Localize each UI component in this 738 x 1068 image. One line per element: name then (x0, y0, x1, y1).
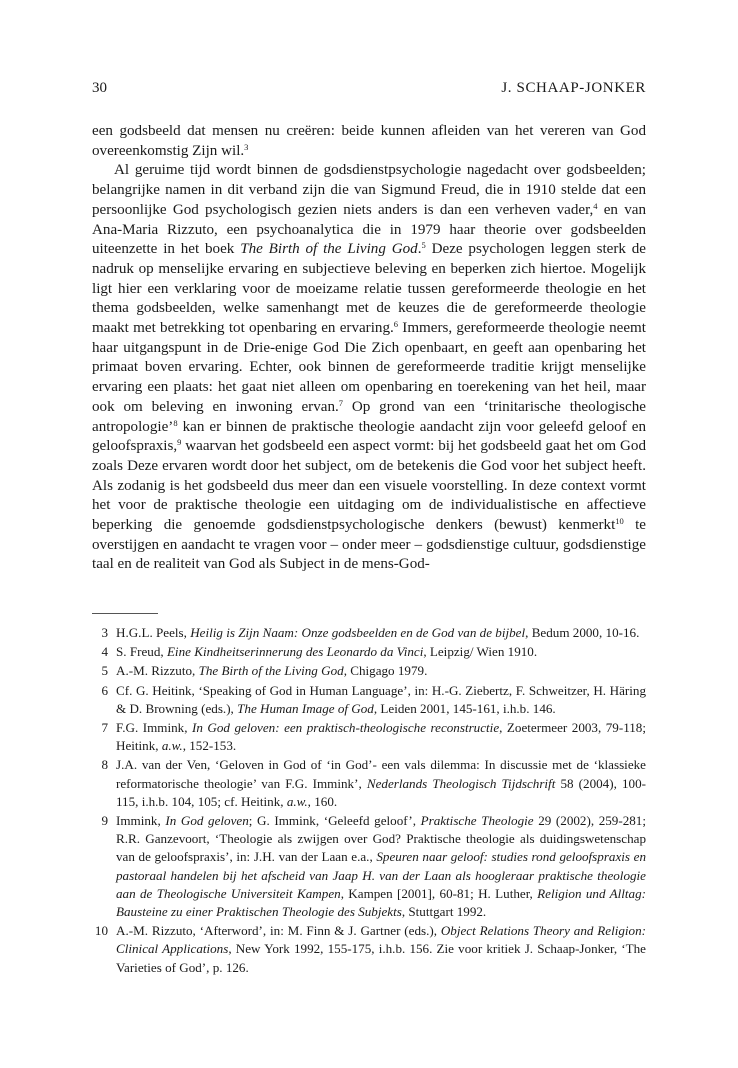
body-text (92, 122, 646, 575)
running-header (92, 80, 646, 100)
footnote-text: , New York 1992, 155-175, i.h.b. 156. Zie voor kritiek J. Schaap-Jonker, ‘The Varieties of God’, p. 126. (116, 941, 646, 975)
footnote-text: 29 (2002), 259-281; R.R. Ganzevoort, ‘Theologie als zwijgen over God? Praktische theologie als duidingswetenschap van de geloofspraxis’, in: J.H. van der Laan e.a., (116, 813, 646, 865)
paragraph-text: te overstijgen en aandacht te vragen voor – onder meer – godsdienstige cultuur, godsdienstige taal en de realiteit van God als Subject in de mens-God- (92, 517, 647, 573)
footnote-text: H.G.L. Peels, (116, 625, 191, 640)
paragraph-text: en van Ana-Maria Rizzuto, een psychoanalytica die in 1979 haar theorie over godsbeelden uiteenzette in het boek (92, 201, 646, 258)
paragraph-text: kan er binnen de praktische theologie aandacht zijn voor geleefd geloof en geloofspraxis, (92, 418, 646, 455)
cited-title: The Birth of the Living God (198, 663, 344, 679)
paragraph-2 (92, 161, 646, 575)
footnote-text: A.-M. Rizzuto, ‘Afterword’, in: M. Finn & J. Gartner (eds.), (116, 923, 441, 939)
cited-title: Speuren naar geloof: studies rond geloofspraxis en pastoraal handelen bij het afscheid van Jaap H. van der Laan als hoogleraar praktische theologie aan de Theologische Universiteit Kampen (116, 849, 646, 901)
cited-title: In God geloven (165, 813, 249, 829)
footnote-text: S. Freud, (116, 644, 167, 660)
footnote-ref-9[interactable]: 9 (177, 437, 182, 448)
paragraph-1 (92, 122, 646, 161)
footnotes (92, 624, 646, 978)
footnote-text: , Kampen [2001], 60-81; H. Luther, (340, 885, 538, 901)
paragraph-text: Al geruime tijd wordt binnen de godsdienstpsychologie nagedacht over godsbeelden; belangrijke namen in dit verband zijn die van Sigmund Freud, die in 1910 stelde dat een persoonlijke God psychologisch gezien niets anders is dan een verheven vader, (92, 162, 646, 218)
footnote-3 (92, 624, 646, 642)
cited-title: Object Relations Theory and Religion: Clinical Applications (116, 923, 646, 957)
footnote-text: , Stuttgart 1992. (401, 904, 487, 920)
footnote-number: 5 (101, 663, 108, 679)
footnote-number: 3 (101, 625, 108, 640)
footnote-9 (92, 812, 646, 921)
cited-abbrev: a.w. (161, 738, 183, 754)
footnote-number: 4 (101, 644, 108, 660)
footnote-5 (92, 662, 646, 680)
footnote-text: J.A. van der Ven, ‘Geloven in God of ‘in God’- een vals dilemma: In discussie met de ‘klassieke reformatorische theologie’ van F.G. Immink’, (116, 757, 646, 791)
paragraph-text: . (417, 241, 422, 258)
paragraph-text: een godsbeeld dat mensen nu creëren: beide kunnen afleiden van het vereren van God overeenkomstig Zijn wil. (92, 123, 646, 159)
book-title: The Birth of the Living God (240, 241, 418, 258)
cited-abbrev: a.w. (286, 793, 308, 809)
footnote-text: Cf. G. Heitink, ‘Speaking of God in Human Language’, in: H.-G. Ziebertz, F. Schweitzer, H. Häring & D. Browning (eds.), (116, 682, 646, 716)
footnote-4 (92, 643, 646, 661)
footnote-text: , Chigago 1979. (343, 663, 428, 679)
paragraph-text: Deze psychologen leggen sterk de nadruk op menselijke ervaring en subjectieve beleving en beperken zich hiertoe. Mogelijk ligt hier een verklaring voor de moeizame relatie tussen gereformeerde theologie en het thema godsbeelden, welke samenhangt met de keuzes die de gereformeerde theologie maakt met betrekking tot openbaring en ervaring. (92, 241, 646, 337)
page-number: 30 (92, 80, 107, 96)
paragraph-text: Immers, gereformeerde theologie neemt haar uitgangspunt in de Drie-enige God Die Zich openbaart, en geeft aan openbaring het primaat boven ervaring. Echter, ook binnen de gereformeerde traditie krijgt menselijke ervaring een plaats: het gaat niet alleen om openbaring en toerekening van het heil, maar ook om beleving en inwoning ervan. (92, 320, 646, 415)
footnote-10 (92, 922, 646, 977)
cited-title: Religion und Alltag: Bausteine zu einer Praktischen Theologie des Subjekts (116, 885, 646, 920)
footnote-ref-4[interactable]: 4 (593, 200, 598, 211)
footnote-text: 58 (2004), 100-115, i.h.b. 104, 105; cf. Heitink, (116, 775, 646, 809)
footnote-7 (92, 719, 646, 755)
footnote-number: 6 (101, 682, 108, 698)
footnote-text: , Leiden 2001, 145-161, i.h.b. 146. (373, 700, 556, 716)
footnote-text: , Bedum 2000, 10-16. (525, 625, 640, 640)
running-head-author: J. SCHAAP-JONKER (501, 80, 646, 96)
footnote-number: 7 (101, 720, 108, 736)
footnote-text: Immink, (116, 813, 166, 829)
footnote-separator (92, 613, 158, 614)
footnote-6 (92, 682, 646, 718)
footnote-text: , Leipzig/ Wien 1910. (423, 644, 538, 660)
footnote-8 (92, 756, 646, 811)
footnote-ref-5[interactable]: 5 (421, 240, 426, 251)
footnote-number: 10 (94, 923, 108, 939)
footnote-ref-3[interactable]: 3 (244, 141, 249, 152)
footnote-ref-7[interactable]: 7 (338, 397, 344, 408)
cited-title: Praktische Theologie (420, 813, 534, 829)
paragraph-text: waarvan het godsbeeld een aspect vormt: bij het godsbeeld gaat het om God zoals Deze ervaren wordt door het subject, om de betekenis die God voor het subject heeft. Als zodanig is het godsbeeld dus meer dan een visuele voorstelling. In deze context vormt het voor de praktische theologie een uitdaging om de individualistische en affectieve beperking die genoemde godsdienstpsychologische denkers (bewust) kenmerkt (92, 438, 646, 534)
cited-title: Heilig is Zijn Naam: Onze godsbeelden en de God van de bijbel (190, 625, 526, 640)
cited-title: The Human Image of God (237, 700, 374, 716)
paragraph-text: Op grond van een ‘trinitarische theologische antropologie’ (92, 398, 646, 435)
footnote-ref-10[interactable]: 10 (615, 516, 624, 527)
footnote-text: F.G. Immink, (116, 720, 192, 736)
footnote-text: A.-M. Rizzuto, (116, 663, 199, 679)
footnote-number: 9 (101, 813, 108, 829)
cited-title: Eine Kindheitserinnerung des Leonardo da Vinci (166, 644, 424, 660)
footnote-ref-6[interactable]: 6 (393, 319, 399, 330)
footnote-text: , Zoetermeer 2003, 79-118; Heitink, (116, 720, 646, 754)
footnote-text: , 152-153. (182, 738, 237, 754)
cited-title: Nederlands Theologisch Tijdschrift (366, 775, 556, 791)
footnote-number: 8 (101, 757, 108, 773)
footnote-ref-8[interactable]: 8 (173, 417, 178, 428)
footnote-text: ; G. Immink, ‘Geleefd geloof’, (248, 813, 421, 829)
footnote-text: , 160. (307, 793, 338, 809)
cited-title: In God geloven: een praktisch-theologische reconstructie (192, 720, 500, 736)
